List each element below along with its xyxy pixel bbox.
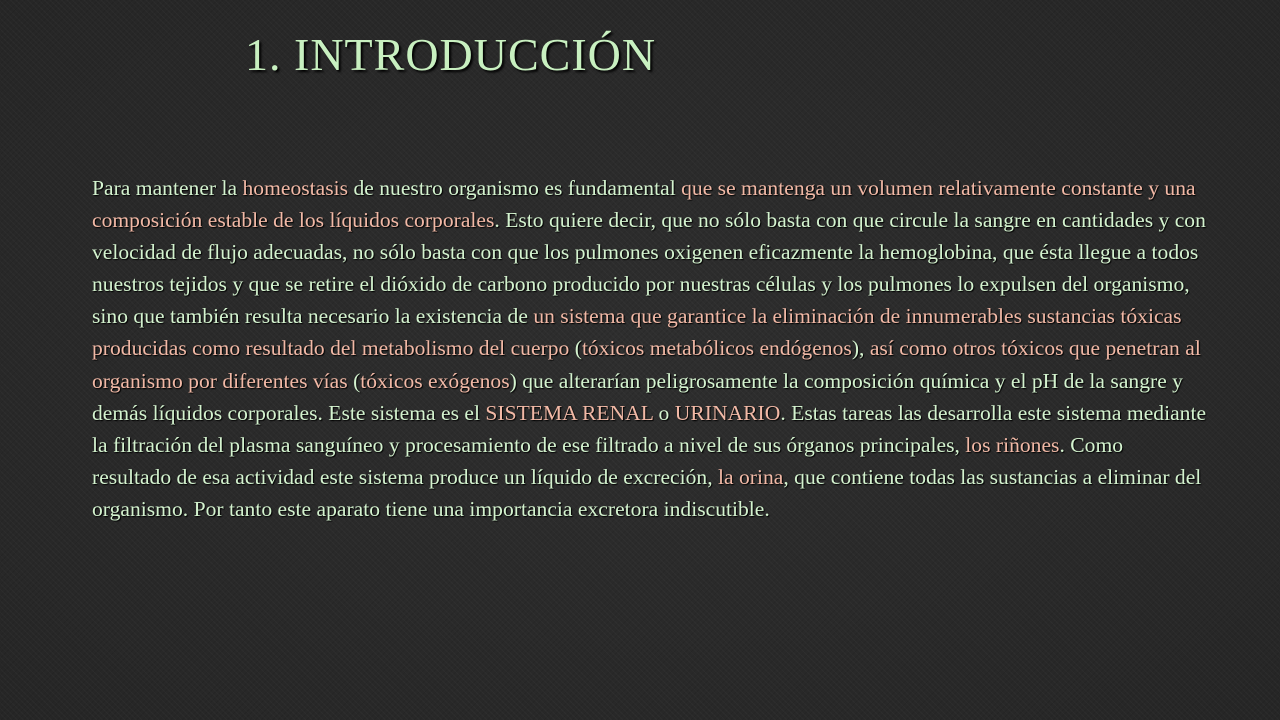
highlighted-text: URINARIO [674,400,781,425]
paragraph-text: . Esto quiere decir, que no sólo basta con que circule la sangre en cantidades y con velocidad de flujo adecuadas, no sólo basta con que los pulmones oxigenen eficazmente la hemoglobina, que ésta llegue a todos nuestros tejidos y que se retire el dióxido de carbono producido por nuestras células y los pulmones lo expulsen del organismo, sino que también resulta necesario la existencia de [92,208,1206,329]
paragraph-text: Para mantener la [92,176,243,200]
paragraph-text: de nuestro organismo es fundamental [348,176,682,200]
paragraph-text: . Como resultado de esa actividad este sistema produce un líquido de excreción, [92,432,1124,489]
highlighted-text: los riñones [965,432,1060,457]
highlighted-text: tóxicos exógenos [360,368,510,393]
paragraph-text: , que contiene todas las sustancias a eliminar del organismo. Por tanto este aparato tiene una importancia excretora indiscutible. [92,464,1202,521]
highlighted-text: SISTEMA RENAL [485,400,654,425]
highlighted-text: así como otros tóxicos que penetran al organismo por diferentes vías [92,336,1201,393]
highlighted-text: la orina [718,464,784,489]
paragraph-text: ) que alterarían peligrosamente la composición química y el pH de la sangre y demás líquidos corporales. Este sistema es el [92,368,1183,425]
paragraph-text: . Estas tareas las desarrolla este sistema mediante la filtración del plasma sanguíneo y procesamiento de ese filtrado a nivel de sus órganos principales, [92,400,1207,457]
slide-title: 1. INTRODUCCIÓN [245,29,657,80]
highlighted-text: homeostasis [242,176,349,200]
highlighted-text: que se mantenga un volumen relativamente constante y una composición estable de los líquidos corporales [92,176,1196,233]
paragraph-text: ( [569,336,582,361]
paragraph-text: o [653,400,675,425]
paragraph-text: ), [851,336,870,361]
highlighted-text: un sistema que garantice la eliminación de innumerables sustancias tóxicas producidas como resultado del metabolismo del cuerpo [92,304,1182,361]
paragraph-text: ( [347,368,361,393]
body-paragraph [92,172,1207,525]
highlighted-text: tóxicos metabólicos endógenos [581,336,852,361]
